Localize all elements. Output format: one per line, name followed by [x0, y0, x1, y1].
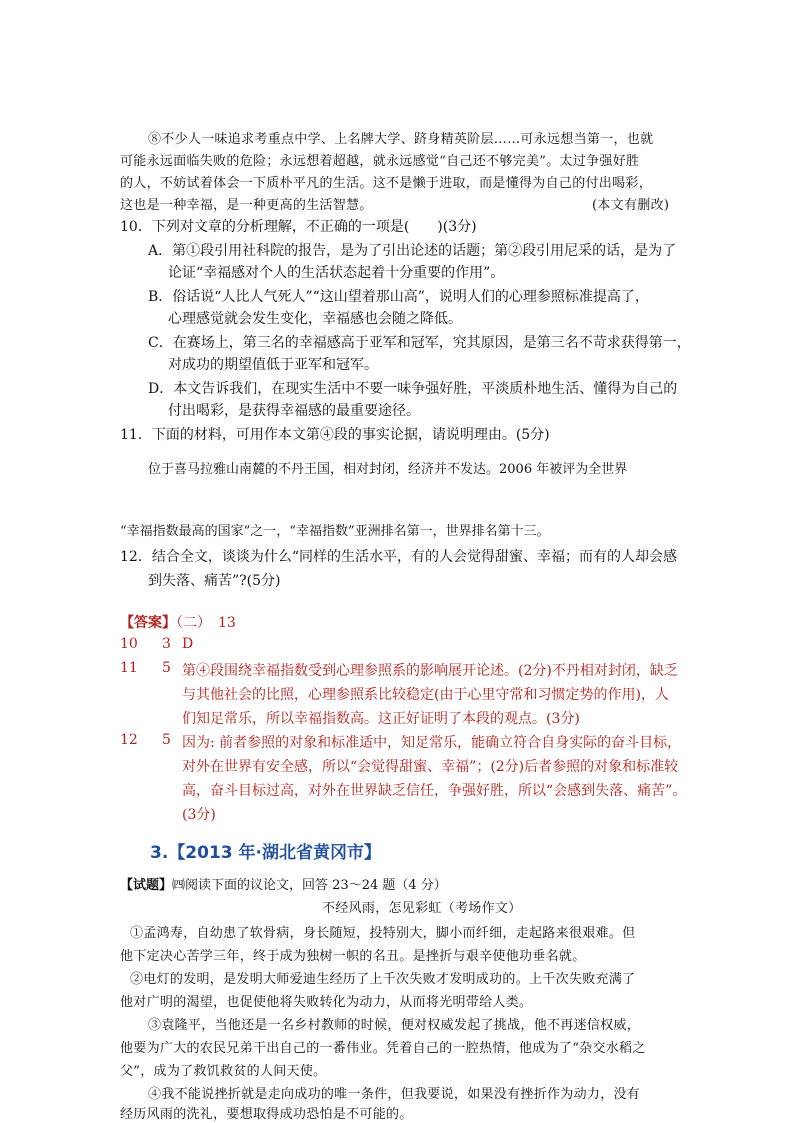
question-12-stem-line2: 到失落、痛苦”?(5分): [148, 573, 281, 589]
answer-header: [120, 612, 236, 632]
answer-10-score: 3: [162, 636, 171, 652]
answer-10-number: 10: [120, 636, 138, 652]
essay-p1-line2: 他下定决心苦学三年，终于成为独树一帜的名丑。是挫折与艰辛使他功垂名就。: [120, 949, 586, 964]
essay-p3-line1: ③袁隆平，当他还是一名乡村教师的时候，便对权威发起了挑战，他不再迷信权威，: [148, 1018, 641, 1033]
q10-option-d-line1: D．本文告诉我们，在现实生活中不要一味争强好胜，平淡质朴地生活、懂得为自己的: [148, 381, 678, 397]
question-10-stem: 10．下列对文章的分析理解，不正确的一项是( )(3分): [120, 219, 477, 235]
trial-line: [120, 874, 447, 893]
essay-p3-line2: 他要为广大的农民兄弟干出自己的一番伟业。凭着自己的一腔热情，他成为了“杂交水稻之: [120, 1041, 646, 1056]
q11-material-line1: 位于喜马拉雅山南麓的不丹王国，相对封闭，经济并不发达。2006 年被评为全世界: [148, 462, 628, 477]
section-3-heading: 3.【2013 年·湖北省黄冈市】: [150, 843, 381, 863]
answer-10-text: D: [182, 636, 194, 652]
source-note: (本文有删改): [592, 198, 670, 213]
question-11-stem: 11．下面的材料，可用作本文第④段的事实论据，请说明理由。(5分): [120, 427, 550, 443]
q10-option-a-line1: A．第①段引用社科院的报告，是为了引出论述的话题；第②段引用尼采的话，是为了: [148, 243, 677, 259]
q10-option-a-line2: 论证“幸福感对个人的生活状态起着十分重要的作用”。: [168, 265, 505, 281]
essay-title: 不经风雨，怎见彩虹（考场作文）: [322, 901, 522, 916]
answer-11-line1: 第④段围绕幸福指数受到心理参照系的影响展开论述。(2分)不丹相对封闭，缺乏: [182, 663, 678, 679]
essay-p2-line1: ②电灯的发明，是发明大师爱迪生经历了上千次失败才发明成功的。上千次失败充满了: [130, 972, 636, 987]
trial-text: ㈣阅读下面的议论文，回答 23～24 题（4 分）: [172, 878, 447, 893]
essay-p3-line3: 父”，成为了救饥救贫的人间天使。: [120, 1064, 327, 1079]
trial-label: 【试题】: [120, 878, 173, 893]
essay-p1-line1: ①孟鸿寿，自幼患了软骨病，身长随短，投特别大，脚小而纤细，走起路来很艰难。但: [130, 926, 636, 941]
answer-label: 【答案】: [120, 615, 176, 631]
answer-12-line3: 高，奋斗目标过高，对外在世界缺乏信任，争强好胜，所以“会感到失落、痛苦”。: [182, 783, 687, 799]
essay-p2-line2: 他对广明的渴望，也促使他将失败转化为动力，从而将光明带给人类。: [120, 995, 533, 1010]
answer-header-rest: （二） 13: [176, 615, 236, 631]
answer-12-line1: 因为: 前者参照的对象和标准适中，知足常乐，能确立符合自身实际的奋斗目标，: [182, 735, 682, 751]
q10-option-b-line2: 心理感觉就会发生变化，幸福感也会随之降低。: [168, 311, 462, 327]
answer-11-score: 5: [162, 660, 171, 676]
answer-12-line2: 对外在世界有安全感，所以“会觉得甜蜜、幸福”；(2分)后者参照的对象和标准较: [182, 759, 679, 775]
essay-p4-line2: 经历风雨的洗礼，要想取得成功恐怕是不可能的。: [120, 1107, 413, 1122]
answer-11-line3: 们知足常乐，所以幸福指数高。这正好证明了本段的观点。(3分): [182, 711, 580, 727]
answer-12-number: 12: [120, 732, 138, 748]
answer-12-line4: (3分): [182, 807, 216, 823]
paragraph-8-line3: 的人，不妨试着体会一下质朴平凡的生活。这不是懒于进取，而是懂得为自己的付出喝彩，: [120, 176, 653, 191]
answer-11-line2: 与其他社会的比照，心理参照系比较稳定(由于心里守常和习惯定势的作用)，人: [182, 687, 669, 703]
answer-11-number: 11: [120, 660, 138, 676]
q10-option-c-line2: 对成功的期望值低于亚军和冠军。: [168, 357, 378, 373]
q10-option-c-line1: C．在赛场上，第三名的幸福感高于亚军和冠军，究其原因，是第三名不苛求获得第一，: [148, 335, 691, 351]
paragraph-8-line2: 可能永远面临失败的危险；永远想着超越，就永远感觉“自己还不够完美”。太过争强好胜: [120, 154, 640, 169]
paragraph-8-line1: ⑧不少人一味追求考重点中学、上名牌大学、跻身精英阶层……可永远想当第一，也就: [148, 132, 654, 147]
q10-option-d-line2: 付出喝彩，是获得幸福感的最重要途径。: [168, 403, 420, 419]
essay-p4-line1: ④我不能说挫折就是走向成功的唯一条件，但我要说，如果没有挫折作为动力，没有: [148, 1087, 641, 1102]
q10-option-b-line1: B．俗话说“人比人气死人”“这山望着那山高”，说明人们的心理参照标准提高了，: [148, 289, 649, 305]
paragraph-8-line4: 这也是一种幸福，是一种更高的生活智慧。: [120, 198, 373, 213]
q11-material-line2: “幸福指数最高的国家”之一，“幸福指数”亚洲排名第一，世界排名第十三。: [120, 524, 550, 539]
answer-12-score: 5: [162, 732, 171, 748]
question-12-stem-line1: 12．结合全文，谈谈为什么“同样的生活水平，有的人会觉得甜蜜、幸福；而有的人却会感: [120, 549, 677, 565]
